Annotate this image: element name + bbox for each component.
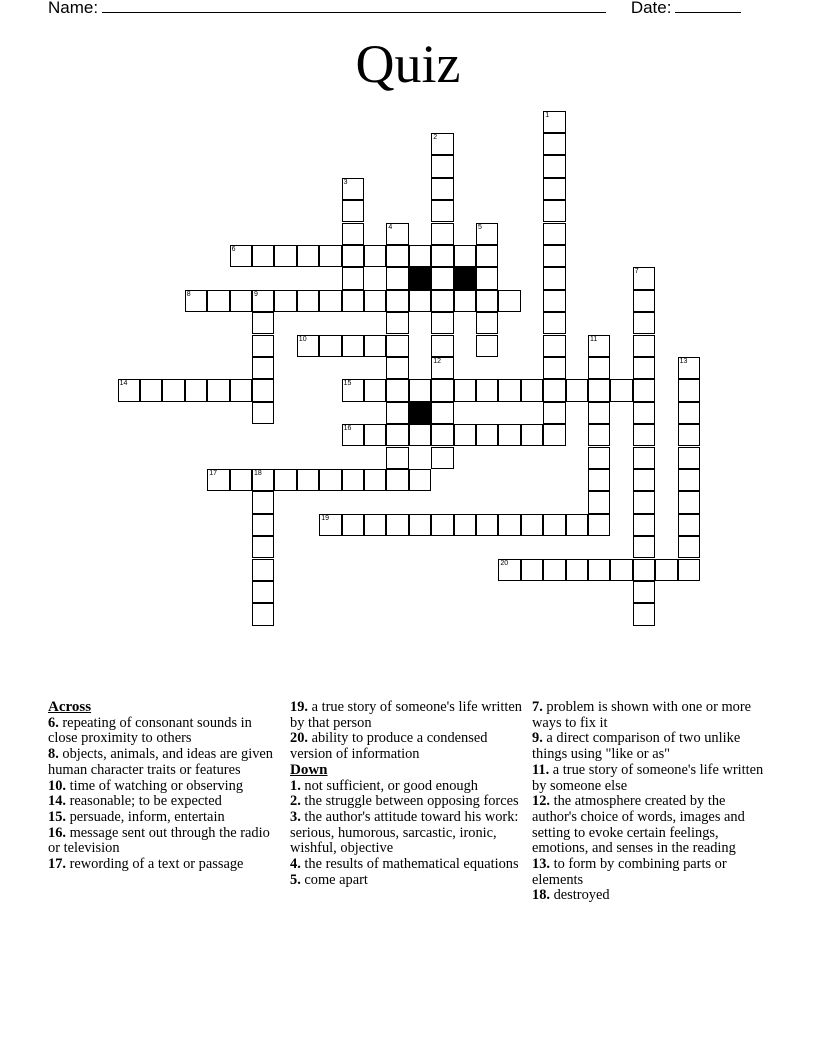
- crossword-cell[interactable]: [678, 491, 700, 513]
- clue-number: 18.: [532, 887, 550, 904]
- clue-number: 16.: [48, 824, 66, 841]
- clue-number: 15: [343, 380, 352, 388]
- crossword-cell[interactable]: [342, 514, 364, 536]
- crossword-cell[interactable]: [476, 424, 498, 446]
- clue-number: 20.: [290, 730, 308, 747]
- crossword-cell[interactable]: [297, 290, 319, 312]
- clue-number: 12.: [532, 793, 550, 810]
- clue-item: [532, 857, 764, 888]
- clue-number: 7: [634, 268, 639, 276]
- crossword-cell[interactable]: [588, 559, 610, 581]
- clue-number: 19.: [290, 699, 308, 715]
- clue-number: 12: [433, 357, 441, 365]
- clue-item: [48, 794, 280, 810]
- crossword-cell[interactable]: [566, 514, 588, 536]
- crossword-cell[interactable]: [207, 379, 229, 401]
- clue-number: 5.: [290, 871, 301, 888]
- crossword-cell[interactable]: [521, 559, 543, 581]
- crossword-cell[interactable]: [588, 402, 610, 424]
- clue-number: 4.: [290, 856, 301, 873]
- clue-item: [290, 857, 522, 873]
- crossword-cell[interactable]: [476, 335, 498, 357]
- crossword-cell[interactable]: [454, 379, 476, 401]
- crossword-cell[interactable]: [476, 267, 498, 289]
- clue-number: 20: [500, 559, 509, 567]
- crossword-cell[interactable]: [498, 514, 520, 536]
- clue-text: a direct comparison of two unlike things using "like or as": [532, 730, 741, 763]
- crossword-cell[interactable]: [252, 536, 274, 558]
- crossword-cell[interactable]: [543, 223, 565, 245]
- crossword-cell[interactable]: [431, 178, 453, 200]
- crossword-cell[interactable]: [386, 267, 408, 289]
- clue-text: the results of mathematical equations: [300, 856, 519, 873]
- clue-number: 18: [254, 469, 262, 477]
- crossword-cell[interactable]: [521, 424, 543, 446]
- down-clue-list: [290, 779, 522, 889]
- crossword-cell[interactable]: [633, 603, 655, 625]
- page-title: Quiz: [355, 34, 461, 94]
- crossword-cell[interactable]: [431, 379, 453, 401]
- crossword-cell[interactable]: [476, 223, 498, 245]
- clue-item: [532, 888, 764, 904]
- clue-item: [290, 779, 522, 795]
- crossword-cell[interactable]: [431, 267, 453, 289]
- crossword-cell[interactable]: [185, 290, 207, 312]
- crossword-cell[interactable]: [342, 424, 364, 446]
- crossword-cell[interactable]: [230, 469, 252, 491]
- crossword-cell[interactable]: [274, 245, 296, 267]
- crossword-cell[interactable]: [431, 357, 453, 379]
- crossword-cell[interactable]: [431, 223, 453, 245]
- crossword-cell[interactable]: [543, 559, 565, 581]
- clue-text: problem is shown with one or more ways to fix it: [532, 699, 752, 731]
- crossword-black-cell: [454, 267, 476, 289]
- crossword-cell[interactable]: [431, 312, 453, 334]
- clue-text: not sufficient, or good enough: [300, 777, 478, 794]
- crossword-cell[interactable]: [678, 447, 700, 469]
- crossword-cell[interactable]: [431, 200, 453, 222]
- crossword-cell[interactable]: [543, 178, 565, 200]
- crossword-cell[interactable]: [543, 402, 565, 424]
- clue-item: [532, 763, 764, 794]
- crossword-cell[interactable]: [297, 469, 319, 491]
- crossword-cell[interactable]: [252, 581, 274, 603]
- crossword-cell[interactable]: [678, 357, 700, 379]
- clue-number: 15.: [48, 808, 66, 825]
- crossword-cell[interactable]: [543, 111, 565, 133]
- crossword-cell[interactable]: [431, 402, 453, 424]
- crossword-cell[interactable]: [543, 379, 565, 401]
- clue-number: 10: [298, 335, 307, 343]
- crossword-cell[interactable]: [252, 379, 274, 401]
- down-heading: Down: [290, 761, 328, 778]
- clue-item: [48, 716, 280, 747]
- crossword-cell[interactable]: [498, 379, 520, 401]
- crossword-cell[interactable]: [521, 514, 543, 536]
- crossword-cell[interactable]: [633, 379, 655, 401]
- crossword-cell[interactable]: [588, 447, 610, 469]
- crossword-cell[interactable]: [543, 514, 565, 536]
- crossword-cell[interactable]: [498, 290, 520, 312]
- clue-number: 17.: [48, 856, 66, 873]
- crossword-cell[interactable]: [431, 155, 453, 177]
- crossword-cell[interactable]: [386, 379, 408, 401]
- crossword-cell[interactable]: [364, 424, 386, 446]
- clue-number: 9.: [532, 730, 543, 747]
- clue-item: [48, 779, 280, 795]
- crossword-cell[interactable]: [431, 424, 453, 446]
- crossword-cell[interactable]: [431, 447, 453, 469]
- crossword-cell[interactable]: [588, 469, 610, 491]
- crossword-cell[interactable]: [521, 379, 543, 401]
- crossword-cell[interactable]: [252, 402, 274, 424]
- crossword-cell[interactable]: [386, 469, 408, 491]
- crossword-cell[interactable]: [633, 491, 655, 513]
- clue-item: [48, 810, 280, 826]
- crossword-cell[interactable]: [342, 335, 364, 357]
- clue-text: time of watching or observing: [66, 777, 244, 794]
- clue-number: 11.: [532, 761, 550, 778]
- crossword-cell[interactable]: [342, 223, 364, 245]
- crossword-cell[interactable]: [543, 245, 565, 267]
- crossword-cell[interactable]: [386, 312, 408, 334]
- crossword-cell[interactable]: [543, 335, 565, 357]
- clue-number: 7.: [532, 699, 543, 715]
- clue-number: 8: [186, 290, 191, 298]
- clue-number: 14.: [48, 793, 66, 810]
- clue-item: [48, 857, 280, 873]
- crossword-cell[interactable]: [409, 514, 431, 536]
- crossword-cell[interactable]: [678, 402, 700, 424]
- clue-text: the atmosphere created by the author's choice of words, images and setting to evoke certain feelings, emotions, and senses in the reading: [532, 793, 745, 857]
- clue-number: 8.: [48, 746, 59, 763]
- crossword-black-cell: [409, 402, 431, 424]
- crossword-cell[interactable]: [409, 469, 431, 491]
- crossword-cell[interactable]: [342, 200, 364, 222]
- crossword-cell[interactable]: [342, 267, 364, 289]
- crossword-cell[interactable]: [566, 379, 588, 401]
- crossword-cell[interactable]: [566, 559, 588, 581]
- clue-item: [48, 826, 280, 857]
- crossword-cell[interactable]: [252, 290, 274, 312]
- crossword-cell[interactable]: [386, 357, 408, 379]
- clue-number: 17: [209, 469, 217, 477]
- clue-number: 1: [545, 111, 550, 119]
- clue-number: 3.: [290, 808, 301, 825]
- crossword-cell[interactable]: [633, 335, 655, 357]
- crossword-cell[interactable]: [633, 447, 655, 469]
- crossword-cell[interactable]: [543, 155, 565, 177]
- crossword-cell[interactable]: [454, 245, 476, 267]
- clue-text: a true story of someone's life written by that person: [290, 699, 522, 731]
- crossword-cell[interactable]: [386, 514, 408, 536]
- crossword-cell[interactable]: [678, 379, 700, 401]
- crossword-cell[interactable]: [386, 424, 408, 446]
- crossword-cell[interactable]: [633, 290, 655, 312]
- crossword-cell[interactable]: [252, 312, 274, 334]
- crossword-cell[interactable]: [252, 245, 274, 267]
- crossword-cell[interactable]: [409, 424, 431, 446]
- crossword-cell[interactable]: [431, 335, 453, 357]
- crossword-cell[interactable]: [342, 379, 364, 401]
- clue-text: ability to produce a condensed version of information: [290, 730, 488, 763]
- clue-item: [48, 747, 280, 778]
- crossword-cell[interactable]: [297, 335, 319, 357]
- clue-number: 14: [119, 380, 128, 388]
- crossword-cell[interactable]: [543, 290, 565, 312]
- crossword-cell[interactable]: [454, 514, 476, 536]
- crossword-cell[interactable]: [319, 514, 341, 536]
- clue-text: a true story of someone's life written by someone else: [532, 761, 764, 794]
- crossword-cell[interactable]: [386, 245, 408, 267]
- crossword-cell[interactable]: [633, 424, 655, 446]
- crossword-cell[interactable]: [364, 335, 386, 357]
- crossword-cell[interactable]: [476, 312, 498, 334]
- crossword-cell[interactable]: [386, 402, 408, 424]
- crossword-cell[interactable]: [476, 514, 498, 536]
- clue-item: [290, 810, 522, 857]
- clue-text: come apart: [300, 871, 368, 888]
- crossword-cell[interactable]: [342, 245, 364, 267]
- clue-text: reasonable; to be expected: [66, 793, 222, 810]
- crossword-cell[interactable]: [678, 514, 700, 536]
- clue-text: objects, animals, and ideas are given human character traits or features: [48, 746, 273, 778]
- crossword-cell[interactable]: [431, 133, 453, 155]
- crossword-cell[interactable]: [386, 447, 408, 469]
- crossword-cell[interactable]: [498, 424, 520, 446]
- crossword-cell[interactable]: [319, 245, 341, 267]
- clue-item: [532, 731, 764, 762]
- crossword-cell[interactable]: [409, 379, 431, 401]
- crossword-cell[interactable]: [319, 335, 341, 357]
- crossword-cell[interactable]: [633, 267, 655, 289]
- crossword-cell[interactable]: [543, 200, 565, 222]
- crossword-cell[interactable]: [543, 267, 565, 289]
- crossword-cell[interactable]: [633, 469, 655, 491]
- crossword-cell[interactable]: [252, 335, 274, 357]
- crossword-cell[interactable]: [207, 469, 229, 491]
- crossword-cell[interactable]: [386, 335, 408, 357]
- crossword-cell[interactable]: [252, 514, 274, 536]
- crossword-cell[interactable]: [409, 245, 431, 267]
- crossword-cell[interactable]: [230, 245, 252, 267]
- crossword-cell[interactable]: [252, 603, 274, 625]
- clue-text: rewording of a text or passage: [66, 856, 244, 873]
- clue-text: destroyed: [550, 887, 610, 904]
- crossword-cell[interactable]: [655, 559, 677, 581]
- crossword-cell[interactable]: [364, 245, 386, 267]
- crossword-cell[interactable]: [431, 290, 453, 312]
- crossword-cell[interactable]: [588, 424, 610, 446]
- crossword-cell[interactable]: [162, 379, 184, 401]
- clue-number: 6.: [48, 714, 59, 731]
- clue-number: 4: [388, 223, 393, 231]
- crossword-cell[interactable]: [476, 290, 498, 312]
- across-clue-list: [48, 716, 280, 873]
- crossword-cell[interactable]: [364, 290, 386, 312]
- clue-number: 11: [590, 335, 598, 343]
- crossword-cell[interactable]: [588, 335, 610, 357]
- crossword-cell[interactable]: [543, 357, 565, 379]
- crossword-cell[interactable]: [678, 469, 700, 491]
- down-clue-list-continued: [532, 700, 764, 904]
- crossword-cell[interactable]: [678, 536, 700, 558]
- crossword-cell[interactable]: [588, 514, 610, 536]
- clue-number: 16: [343, 425, 352, 433]
- crossword-cell[interactable]: [588, 357, 610, 379]
- clue-number: 13: [679, 357, 688, 365]
- crossword-cell[interactable]: [230, 379, 252, 401]
- clue-number: 1.: [290, 777, 301, 794]
- crossword-cell[interactable]: [633, 559, 655, 581]
- crossword-cell[interactable]: [342, 178, 364, 200]
- crossword-cell[interactable]: [364, 514, 386, 536]
- clue-number: 6: [231, 245, 236, 253]
- crossword-cell[interactable]: [431, 245, 453, 267]
- clue-number: 3: [343, 178, 348, 186]
- clue-item: [290, 794, 522, 810]
- clue-number: 13.: [532, 856, 550, 873]
- crossword-cell[interactable]: [633, 536, 655, 558]
- crossword-cell[interactable]: [274, 290, 296, 312]
- crossword-cell[interactable]: [252, 559, 274, 581]
- across-heading: Across: [48, 699, 92, 715]
- across-clue-list-continued: [290, 700, 522, 763]
- crossword-cell[interactable]: [342, 469, 364, 491]
- clue-text: the author's attitude toward his work: serious, humorous, sarcastic, ironic, wishful, objective: [290, 808, 519, 857]
- crossword-cell[interactable]: [207, 290, 229, 312]
- crossword-cell[interactable]: [319, 290, 341, 312]
- crossword-black-cell: [409, 267, 431, 289]
- clue-text: to form by combining parts or elements: [532, 856, 727, 888]
- clue-number: 5: [478, 223, 482, 231]
- crossword-cell[interactable]: [498, 559, 520, 581]
- crossword-cell[interactable]: [230, 290, 252, 312]
- crossword-cell[interactable]: [364, 379, 386, 401]
- crossword-cell[interactable]: [610, 379, 632, 401]
- crossword-cell[interactable]: [588, 491, 610, 513]
- crossword-cell[interactable]: [386, 223, 408, 245]
- crossword-cell[interactable]: [633, 357, 655, 379]
- crossword-cell[interactable]: [543, 133, 565, 155]
- crossword-cell[interactable]: [252, 491, 274, 513]
- clue-column-2: [290, 700, 522, 888]
- clue-number: 9: [254, 290, 258, 298]
- clue-number: 10.: [48, 777, 66, 794]
- crossword-cell[interactable]: [610, 559, 632, 581]
- crossword-cell[interactable]: [118, 379, 140, 401]
- crossword-cell[interactable]: [476, 245, 498, 267]
- crossword-cell[interactable]: [633, 514, 655, 536]
- crossword-cell[interactable]: [319, 469, 341, 491]
- clue-number: 2: [433, 133, 438, 141]
- crossword-cell[interactable]: [633, 402, 655, 424]
- crossword-cell[interactable]: [386, 290, 408, 312]
- crossword-cell[interactable]: [454, 290, 476, 312]
- crossword-cell[interactable]: [678, 424, 700, 446]
- crossword-cell[interactable]: [633, 581, 655, 603]
- crossword-cell[interactable]: [431, 514, 453, 536]
- clue-item: [532, 700, 764, 731]
- clue-item: [532, 794, 764, 857]
- clue-number: 19: [321, 514, 329, 522]
- crossword-cell[interactable]: [543, 424, 565, 446]
- clue-item: [290, 700, 522, 731]
- crossword-cell[interactable]: [274, 469, 296, 491]
- clue-item: [290, 873, 522, 889]
- clue-text: the struggle between opposing forces: [300, 793, 519, 810]
- clue-column-1: [48, 700, 280, 873]
- crossword-cell[interactable]: [543, 312, 565, 334]
- clue-text: repeating of consonant sounds in close proximity to others: [48, 714, 252, 747]
- crossword-cell[interactable]: [252, 469, 274, 491]
- clue-item: [290, 731, 522, 762]
- crossword-cell[interactable]: [185, 379, 207, 401]
- clue-column-3: [532, 700, 764, 904]
- crossword-cell[interactable]: [588, 379, 610, 401]
- crossword-cell[interactable]: [364, 469, 386, 491]
- clue-text: persuade, inform, entertain: [66, 808, 225, 825]
- crossword-cell[interactable]: [454, 424, 476, 446]
- clue-text: message sent out through the radio or television: [48, 824, 270, 857]
- crossword-cell[interactable]: [297, 245, 319, 267]
- crossword-cell[interactable]: [409, 290, 431, 312]
- crossword-cell[interactable]: [633, 312, 655, 334]
- name-label: Name:: [48, 0, 99, 17]
- crossword-cell[interactable]: [678, 559, 700, 581]
- clue-number: 2.: [290, 793, 301, 810]
- crossword-cell[interactable]: [140, 379, 162, 401]
- crossword-cell[interactable]: [252, 357, 274, 379]
- date-label: Date:: [630, 0, 672, 17]
- crossword-cell[interactable]: [476, 379, 498, 401]
- crossword-cell[interactable]: [342, 290, 364, 312]
